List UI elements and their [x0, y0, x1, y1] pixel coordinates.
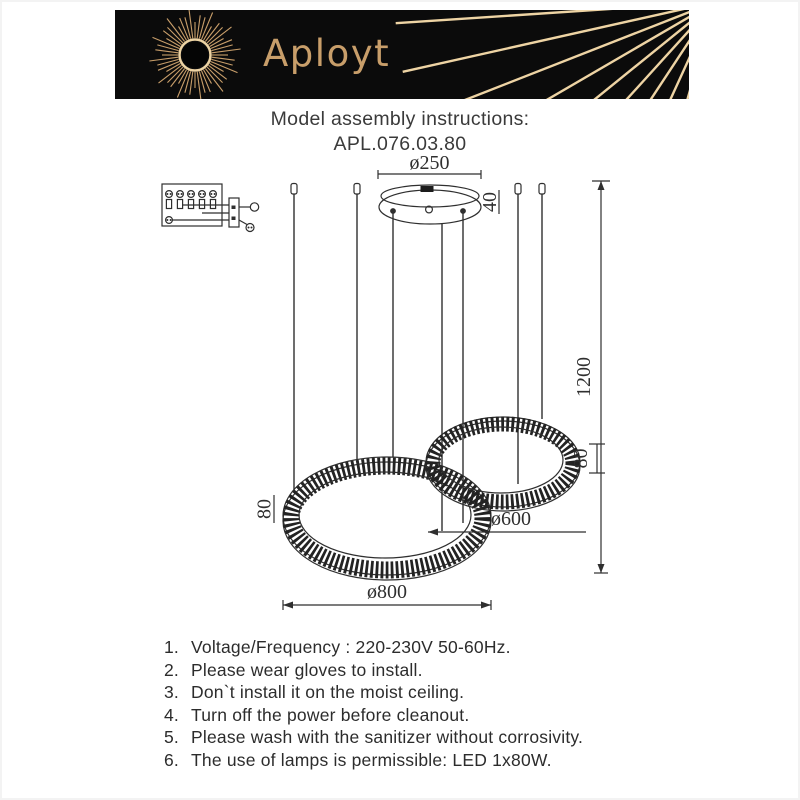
large-ring-height-label: 80 [253, 499, 276, 519]
wiring-terminal-diagram [162, 184, 259, 232]
dimension-small-ring-height [570, 444, 605, 473]
canopy-height-label: 40 [479, 192, 501, 212]
small-ring [426, 417, 580, 511]
dimension-canopy-diameter [378, 152, 481, 179]
title-line1: Model assembly instructions: [270, 108, 530, 130]
dimension-pendant-height [573, 181, 610, 573]
title-line2-model-code: APL.076.03.80 [333, 133, 467, 155]
small-ring-diameter-label: ø600 [491, 508, 531, 530]
instruction-item-5: 5. Please wash with the sanitizer without corrosivity. [184, 726, 583, 749]
instruction-item-1: 1. Voltage/Frequency : 220-230V 50-60Hz. [184, 636, 583, 659]
large-ring-diameter-label: ø800 [367, 581, 407, 603]
pendant-height-label: 1200 [573, 357, 595, 397]
instruction-list [150, 636, 583, 771]
brand-wordmark: Aployt [263, 32, 391, 75]
dimension-small-ring-diameter [428, 508, 586, 536]
dimension-canopy-height [479, 190, 501, 214]
canopy-diameter-label: ø250 [409, 152, 450, 174]
ceiling-canopy [379, 185, 481, 224]
dimension-large-ring-diameter [283, 581, 491, 610]
instruction-item-6: 6. The use of lamps is permissible: LED 1x80W. [184, 749, 583, 772]
instruction-item-2: 2. Please wear gloves to install. [184, 659, 583, 682]
dimension-large-ring-height [254, 495, 276, 523]
instruction-item-3: 3. Don`t install it on the moist ceiling. [184, 681, 583, 704]
large-ring [283, 457, 491, 580]
small-ring-height-label: 80 [570, 448, 592, 469]
instruction-item-4: 4. Turn off the power before cleanout. [184, 704, 583, 727]
